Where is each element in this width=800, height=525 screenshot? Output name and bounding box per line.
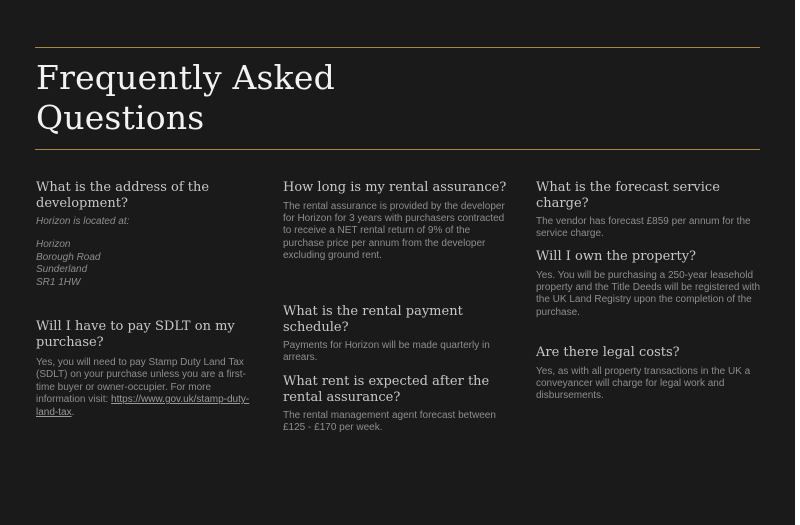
faq-answer: Horizon is located at: [36, 216, 130, 227]
bottom-divider [35, 149, 760, 150]
faq-question: What is the rental payment schedule? [283, 304, 463, 335]
faq-question: Are there legal costs? [536, 345, 680, 360]
faq-answer: The rental management agent forecast between £125 - £170 per week. [283, 410, 496, 434]
faq-answer: The rental assurance is provided by the developer for Horizon for 3 years with purchasers contracted to receive a NET rental return of 9% of the purchase price per annum from the developer excluding ground rent. [283, 200, 505, 262]
faq-answer: Yes, as with all property transactions in the UK a conveyancer will charge for legal work and disbursements. [536, 365, 751, 402]
faq-item-schedule [283, 304, 513, 365]
faq-question: What is the forecast service charge? [536, 180, 720, 211]
faq-question: How long is my rental assurance? [283, 180, 507, 195]
stamp-duty-link[interactable]: https://www.gov.uk/stamp-duty-land-tax [36, 394, 250, 418]
faq-question: Will I own the property? [536, 249, 697, 264]
address-block [36, 239, 256, 289]
faq-question: What is the address of the development? [36, 180, 210, 211]
faq-answer: Yes. You will be purchasing a 250-year leasehold property and the Title Deeds will be registered with the UK Land Registry upon the completion of the purchase. [536, 269, 761, 318]
faq-item-service [536, 180, 764, 241]
faq-item-address [36, 180, 256, 289]
faq-item-sdlt [36, 319, 256, 419]
faq-question: What rent is expected after the rental assurance? [283, 374, 490, 405]
faq-item-rent [283, 374, 513, 435]
address-line: Sunderland [36, 264, 88, 276]
faq-question: Will I have to pay SDLT on my purchase? [36, 319, 235, 350]
faq-answer: The vendor has forecast £859 per annum for the service charge. [536, 216, 751, 240]
faq-answer [36, 357, 256, 419]
address-line: Horizon [36, 239, 71, 251]
title-line-2: Questions [36, 98, 205, 137]
faq-item-legal [536, 345, 764, 403]
faq-item-own [536, 249, 764, 319]
top-divider [35, 47, 760, 48]
faq-item-assurance [283, 180, 513, 263]
answer-end: . [71, 406, 75, 418]
address-line: Borough Road [36, 251, 101, 263]
page-title [36, 58, 335, 138]
title-line-1: Frequently Asked [36, 58, 335, 97]
faq-answer: Payments for Horizon will be made quarterly in arrears. [283, 340, 490, 364]
address-line: SR1 1HW [36, 276, 81, 288]
answer-text: Yes, you will need to pay Stamp Duty Land Tax (SDLT) on your purchase unless you are a first-time buyer or owner-occupier. For more information visit: [36, 357, 246, 406]
